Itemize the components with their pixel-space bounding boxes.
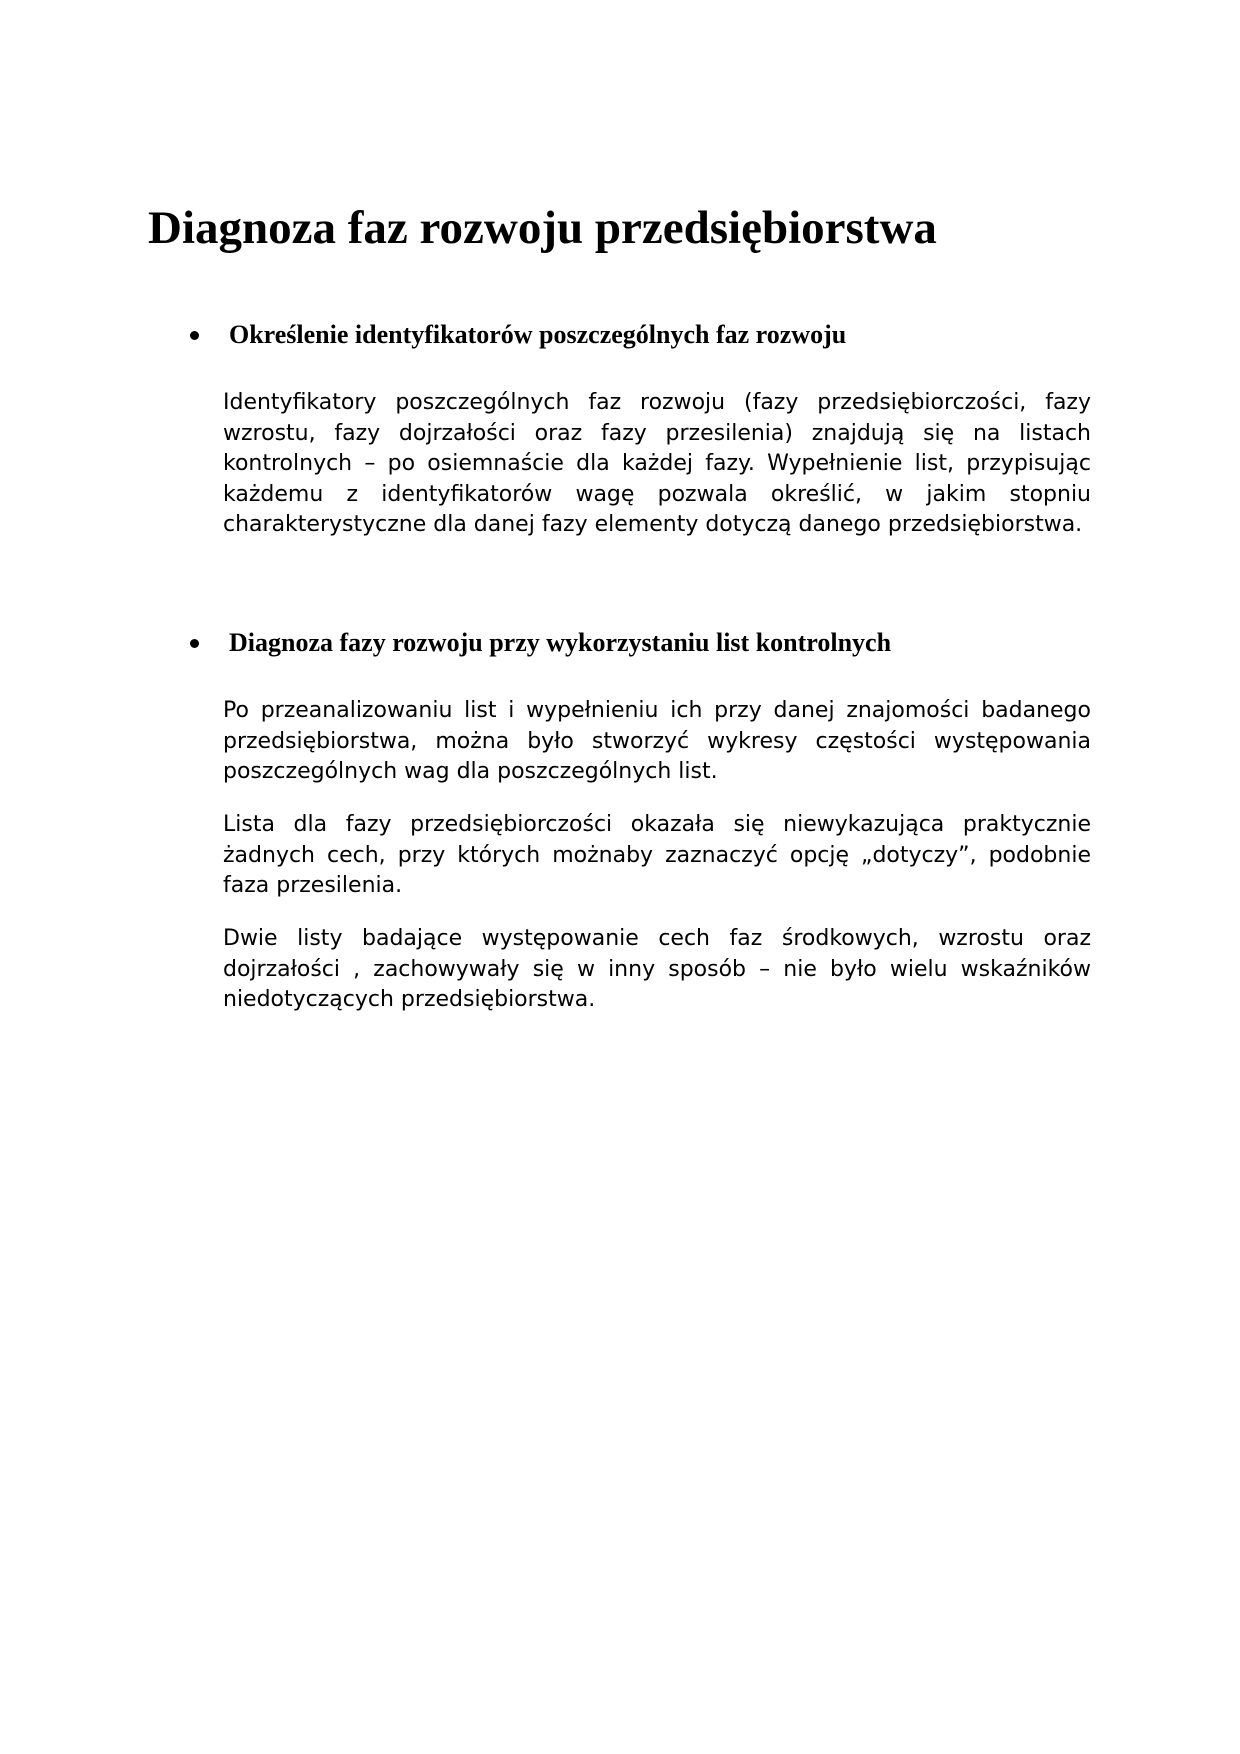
section-heading bbox=[190, 626, 891, 660]
paragraph: Dwie listy badające występowanie cech faz środkowych, wzrostu oraz dojrzałości , zachowywały się w inny sposób – nie było wielu wskaźników niedotyczących przedsiębiorstwa. bbox=[223, 926, 1091, 1012]
bullet-icon bbox=[190, 331, 199, 340]
paragraph: Identyfikatory poszczególnych faz rozwoju (fazy przedsiębiorczości, fazy wzrostu, fazy dojrzałości oraz fazy przesilenia) znajdują się na listach kontrolnych – po osiemnaście dla każdej fazy. Wypełnienie list, przypisując każdemu z identyfikatorów wagę pozwala określić, w jakim stopniu charakterystyczne dla danej fazy elementy dotyczą danego przedsiębiorstwa. bbox=[223, 390, 1091, 537]
bullet-icon bbox=[190, 639, 199, 648]
document-title: Diagnoza faz rozwoju przedsiębiorstwa bbox=[148, 202, 937, 254]
section-heading-text: Określenie identyfikatorów poszczególnych faz rozwoju bbox=[229, 320, 847, 349]
section-heading bbox=[190, 318, 846, 352]
paragraph: Po przeanalizowaniu list i wypełnieniu ich przy danej znajomości badanego przedsiębiorstwa, można było stworzyć wykresy częstości występowania poszczególnych wag dla poszczególnych list. bbox=[223, 698, 1091, 784]
paragraph: Lista dla fazy przedsiębiorczości okazała się niewykazująca praktycznie żadnych cech, przy których możnaby zaznaczyć opcję „dotyczy”, podobnie faza przesilenia. bbox=[223, 812, 1091, 898]
section-heading-text: Diagnoza fazy rozwoju przy wykorzystaniu list kontrolnych bbox=[229, 628, 892, 657]
